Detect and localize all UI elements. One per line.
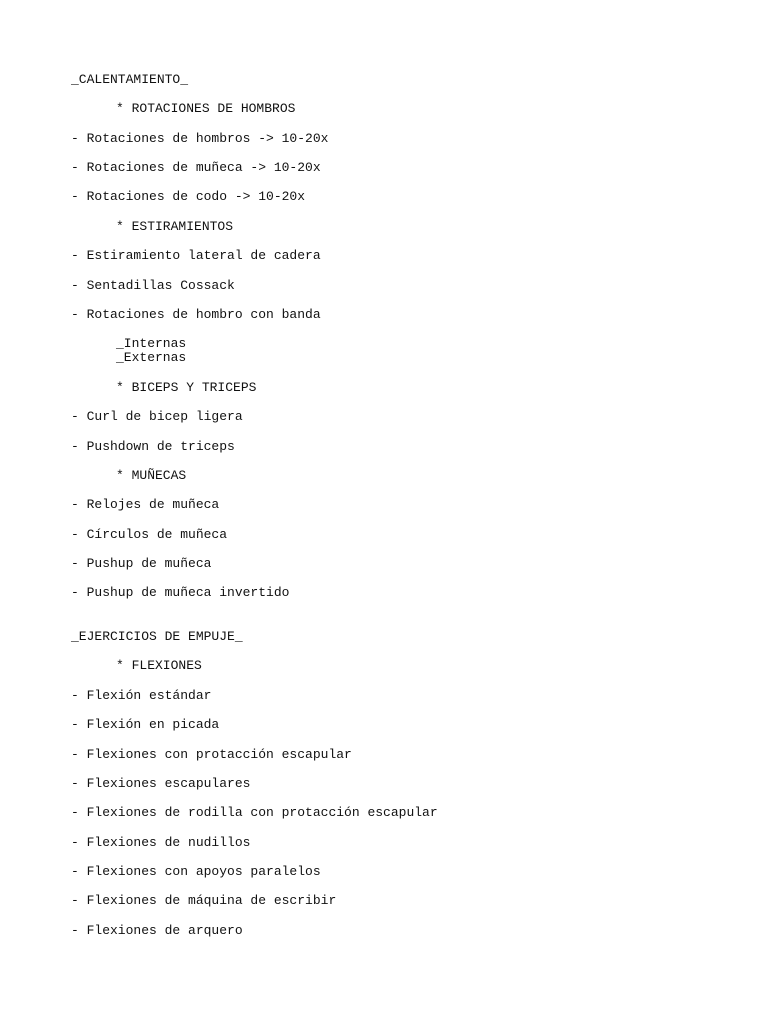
subheading-rotaciones-de-hombros: * ROTACIONES DE HOMBROS xyxy=(116,101,296,116)
subheading-estiramientos: * ESTIRAMIENTOS xyxy=(116,219,234,234)
list-item: - Flexiones de máquina de escribir xyxy=(71,893,337,908)
list-item: - Flexiones de rodilla con protacción escapular xyxy=(71,805,438,820)
list-item: - Flexión estándar xyxy=(71,688,212,703)
sub-item: _Internas xyxy=(116,336,187,351)
list-item: - Sentadillas Cossack xyxy=(71,278,235,293)
list-item: - Curl de bicep ligera xyxy=(71,409,243,424)
list-item: - Flexiones escapulares xyxy=(71,776,251,791)
sub-item: _Externas xyxy=(116,350,187,365)
list-item: - Relojes de muñeca xyxy=(71,497,220,512)
list-item: - Flexión en picada xyxy=(71,717,220,732)
list-item: - Flexiones de nudillos xyxy=(71,835,251,850)
list-item: - Pushup de muñeca invertido xyxy=(71,585,290,600)
list-item: - Flexiones con apoyos paralelos xyxy=(71,864,321,879)
section-heading-ejercicios-de-empuje: _EJERCICIOS DE EMPUJE_ xyxy=(71,629,243,644)
list-item: - Rotaciones de hombro con banda xyxy=(71,307,321,322)
list-item: - Pushdown de triceps xyxy=(71,439,235,454)
subheading-munecas: * MUÑECAS xyxy=(116,468,187,483)
subheading-biceps-y-triceps: * BICEPS Y TRICEPS xyxy=(116,380,257,395)
list-item: - Estiramiento lateral de cadera xyxy=(71,248,321,263)
list-item: - Flexiones con protacción escapular xyxy=(71,747,352,762)
list-item: - Flexiones de arquero xyxy=(71,923,243,938)
list-item: - Rotaciones de muñeca -> 10-20x xyxy=(71,160,321,175)
subheading-flexiones: * FLEXIONES xyxy=(116,658,202,673)
list-item: - Rotaciones de codo -> 10-20x xyxy=(71,189,306,204)
list-item: - Rotaciones de hombros -> 10-20x xyxy=(71,131,329,146)
section-heading-calentamiento: _CALENTAMIENTO_ xyxy=(71,72,189,87)
list-item: - Círculos de muñeca xyxy=(71,527,228,542)
list-item: - Pushup de muñeca xyxy=(71,556,212,571)
